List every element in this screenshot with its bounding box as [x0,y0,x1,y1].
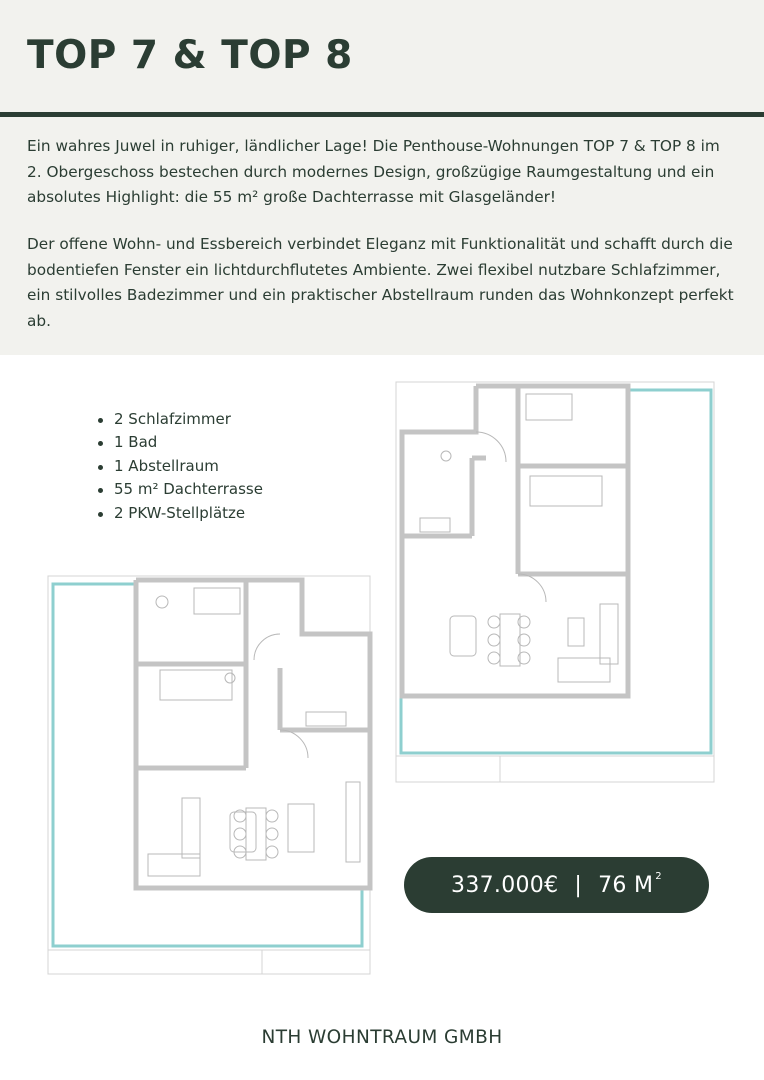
intro-paragraph-2: Der offene Wohn- und Essbereich verbindet Eleganz mit Funktionalität und schafft durch die bodentiefen Fenster ein lichtdurchflutetes Ambiente. Zwei flexibel nutzbare Schlafzimmer, ein stilvolles Badezimmer und ein praktischer Abstellraum runden das Wohnkonzept perfekt ab. [27,235,734,330]
terrace-glass-railing [53,584,362,946]
feature-item: 55 m² Dachterrasse [96,478,263,501]
price-separator: | [574,872,583,898]
page-title: TOP 7 & TOP 8 [27,33,353,78]
intro-paragraph-1: Ein wahres Juwel in ruhiger, ländlicher Lage! Die Penthouse-Wohnungen TOP 7 & TOP 8 im 2. Obergeschoss bestechen durch modernes Design, großzügige Raumgestaltung und ein absolutes Highlight: die 55 m² große Dachterrasse mit Glasgeländer! [27,137,720,206]
header-band [0,0,764,112]
floor-plan-top-8 [390,378,720,786]
feature-list [96,408,263,525]
area-unit-superscript: 2 [655,870,662,882]
company-name: NTH WOHNTRAUM GMBH [261,1027,503,1048]
price-value: 337.000€ [451,872,559,898]
floor-plan-top-7 [44,572,374,980]
feature-item: 2 PKW-Stellplätze [96,502,263,525]
price-badge [404,857,709,913]
area-value: 76 M [598,872,654,898]
feature-item: 2 Schlafzimmer [96,408,263,431]
feature-item: 1 Abstellraum [96,455,263,478]
feature-item: 1 Bad [96,431,263,454]
